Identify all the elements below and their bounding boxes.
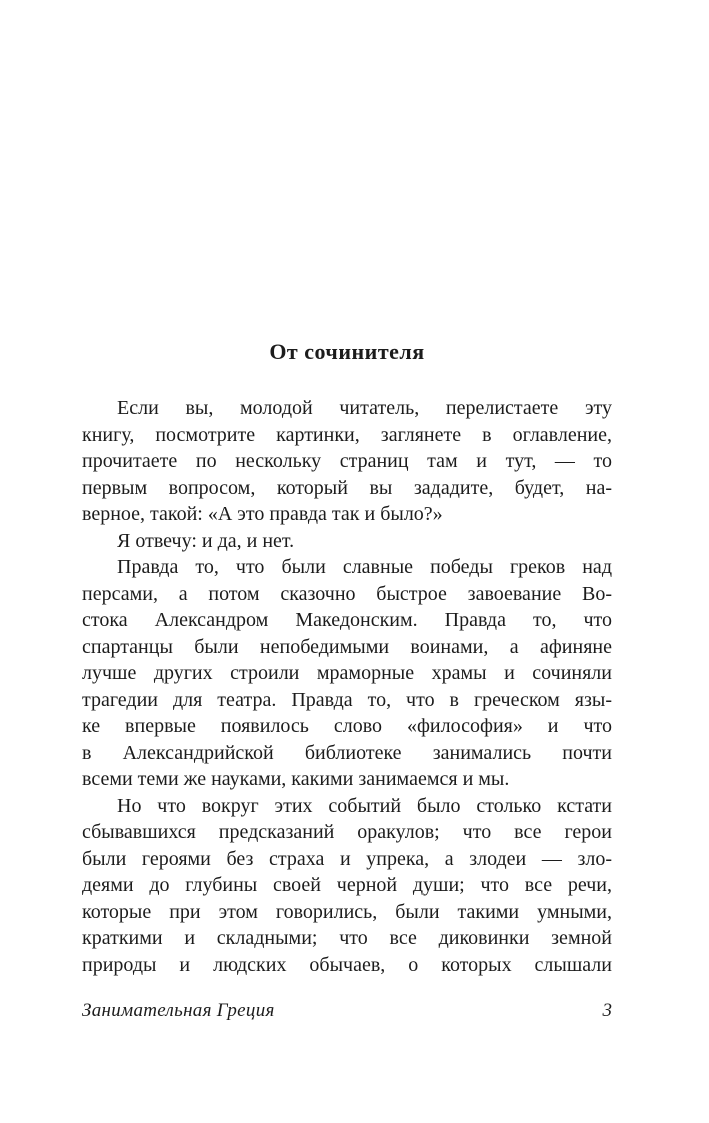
- text-line: деями до глубины своей черной души; что все речи,: [82, 874, 612, 896]
- paragraph: [82, 528, 612, 555]
- text-line: лучше других строили мраморные храмы и сочиняли: [82, 662, 612, 684]
- chapter-heading: От сочинителя: [269, 339, 425, 364]
- text-line: верное, такой: «А это правда так и было?»: [82, 503, 443, 525]
- text-line: в Александрийской библиотеке занимались почти: [82, 741, 612, 764]
- page-footer: [82, 1000, 612, 1022]
- text-line: трагедии для театра. Правда то, что в греческом язы-: [82, 688, 612, 711]
- body-text: [82, 395, 612, 978]
- text-line: всеми теми же науками, какими занимаемся и мы.: [82, 768, 510, 790]
- page-content: [82, 339, 612, 978]
- text-line: сбывавшихся предсказаний оракулов; что все герои: [82, 821, 612, 843]
- text-line: прочитаете по нескольку страниц там и тут, — то: [82, 450, 612, 472]
- page-number: 3: [602, 1000, 612, 1021]
- text-line: Правда то, что были славные победы греков над: [117, 556, 612, 578]
- text-line: спартанцы были непобедимыми воинами, а афиняне: [82, 635, 612, 658]
- text-line: стока Александром Македонским. Правда то, что: [82, 609, 612, 631]
- text-line: книгу, посмотрите картинки, заглянете в оглавление,: [82, 423, 612, 446]
- text-line: Но что вокруг этих событий было столько кстати: [117, 794, 612, 817]
- paragraph: [82, 793, 612, 979]
- text-line: Я отвечу: и да, и нет.: [117, 529, 295, 552]
- running-title: Занимательная Греция: [82, 1000, 275, 1021]
- text-line: природы и людских обычаев, о которых слышали: [82, 953, 612, 976]
- text-line: были героями без страха и упрека, а злодеи — зло-: [82, 847, 612, 870]
- text-line: Если вы, молодой читатель, перелистаете эту: [117, 397, 612, 419]
- text-line: которые при этом говорились, были такими умными,: [82, 900, 612, 923]
- text-line: персами, а потом сказочно быстрое завоевание Во-: [82, 582, 612, 605]
- text-line: первым вопросом, который вы зададите, будет, на-: [82, 476, 612, 499]
- paragraph: [82, 554, 612, 793]
- text-line: краткими и складными; что все диковинки земной: [82, 927, 612, 949]
- paragraph: [82, 395, 612, 528]
- text-line: ке впервые появилось слово «философия» и что: [82, 715, 612, 737]
